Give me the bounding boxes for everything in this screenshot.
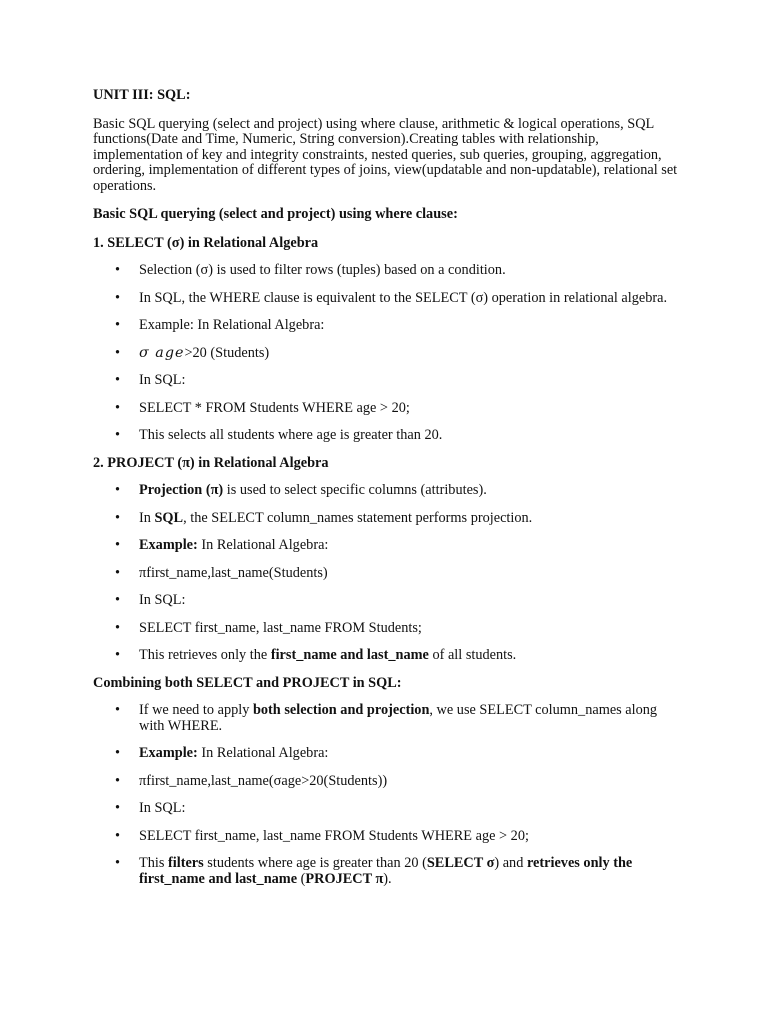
list-item xyxy=(93,483,683,499)
list-item xyxy=(93,346,683,362)
example-label: Example: In Relational Algebra: xyxy=(139,317,325,333)
bullet-marker: • xyxy=(115,289,121,306)
filters-prefix: This xyxy=(139,855,168,871)
bullet-marker: • xyxy=(115,647,121,663)
retrieves-suffix: of all students. xyxy=(428,647,517,663)
project-section-heading: 2. PROJECT (π) in Relational Algebra xyxy=(93,454,329,471)
bullet-marker: • xyxy=(115,482,121,498)
example-term: Example: xyxy=(139,745,198,761)
list-item xyxy=(93,801,683,817)
bullet-marker: • xyxy=(115,745,121,761)
unit-heading: UNIT III: SQL: xyxy=(93,87,191,103)
select-sigma-bold: SELECT σ xyxy=(426,855,495,871)
select-list xyxy=(93,263,683,444)
list-item xyxy=(93,428,683,444)
project-pi-bold: PROJECT π xyxy=(305,870,384,887)
list-item xyxy=(93,593,683,609)
bullet-marker: • xyxy=(115,262,121,278)
retrieves-prefix: This retrieves only the xyxy=(139,647,271,663)
filters-end: ). xyxy=(383,870,392,887)
example-label: In Relational Algebra: xyxy=(197,537,329,553)
bullet-marker: • xyxy=(115,509,121,526)
bullet-marker: • xyxy=(115,564,121,581)
project-list xyxy=(93,483,683,664)
list-item xyxy=(93,538,683,554)
list-item xyxy=(93,373,683,389)
bullet-marker: • xyxy=(115,372,121,388)
bullet-marker: • xyxy=(115,317,121,333)
selection-description: Selection (σ) is used to filter rows (tuples) based on a condition. xyxy=(139,262,506,278)
bullet-marker: • xyxy=(115,592,121,608)
list-item xyxy=(93,774,683,790)
in-prefix: In xyxy=(139,509,155,526)
example-label: In Relational Algebra: xyxy=(197,745,329,761)
sigma-condition: >20 (Students) xyxy=(184,344,270,361)
sigma-expression: σ age xyxy=(139,344,185,361)
select-section-heading: 1. SELECT (σ) in Relational Algebra xyxy=(93,234,319,251)
sql-query: SELECT * FROM Students WHERE age > 20; xyxy=(139,399,410,416)
filters-mid-2: ) and xyxy=(494,855,527,871)
list-item xyxy=(93,703,683,734)
apply-suffix: , we use SELECT column_names along with WHERE. xyxy=(139,702,658,734)
list-item xyxy=(93,401,683,417)
filters-bold: filters xyxy=(168,855,204,871)
projection-description: is used to select specific columns (attributes). xyxy=(223,482,487,498)
combined-section-heading: Combining both SELECT and PROJECT in SQL: xyxy=(93,674,402,691)
retrieves-columns: first_name and last_name xyxy=(270,647,429,663)
retrieves-bold: retrieves only the first_name and last_name xyxy=(139,855,633,887)
document-body xyxy=(93,88,683,887)
apply-bold: both selection and projection xyxy=(252,702,430,718)
list-item xyxy=(93,566,683,582)
combined-ra-expression: πfirst_name,last_name(σage>20(Students)) xyxy=(139,772,388,789)
filters-mid-1: students where age is greater than 20 ( xyxy=(203,855,427,871)
in-sql-label: In SQL: xyxy=(139,800,186,816)
bullet-marker: • xyxy=(115,619,121,636)
bullet-marker: • xyxy=(115,399,121,416)
filters-mid-3: ( xyxy=(297,870,306,887)
projection-statement-text: , the SELECT column_names statement performs projection. xyxy=(183,509,533,526)
list-item xyxy=(93,829,683,845)
in-sql-label: In SQL: xyxy=(139,372,186,388)
sql-query: SELECT first_name, last_name FROM Students; xyxy=(139,619,422,636)
bullet-marker: • xyxy=(115,427,121,443)
in-sql-label: In SQL: xyxy=(139,592,186,608)
bullet-marker: • xyxy=(115,827,121,844)
bullet-marker: • xyxy=(115,702,121,718)
bullet-marker: • xyxy=(115,800,121,816)
list-item xyxy=(93,856,683,887)
list-item xyxy=(93,318,683,334)
list-item xyxy=(93,291,683,307)
list-item xyxy=(93,511,683,527)
bullet-marker: • xyxy=(115,537,121,553)
apply-prefix: If we need to apply xyxy=(139,702,253,718)
where-equivalence-text: In SQL, the WHERE clause is equivalent to the SELECT (σ) operation in relational algebra. xyxy=(139,289,668,306)
list-item xyxy=(93,263,683,279)
bullet-marker: • xyxy=(115,772,121,789)
projection-term: Projection (π) xyxy=(139,482,224,498)
list-item xyxy=(93,648,683,664)
list-item xyxy=(93,746,683,762)
section-heading: Basic SQL querying (select and project) using where clause: xyxy=(93,206,458,222)
example-term: Example: xyxy=(139,537,198,553)
select-explanation: This selects all students where age is greater than 20. xyxy=(139,427,443,443)
unit-description: Basic SQL querying (select and project) using where clause, arithmetic & logical operations, SQL functions(Date and Time, Numeric, String conversion).Creating tables with relationship, implementation of key and integrity constraints, nested queries, sub queries, grouping, aggregation, ordering, implementation of different types of joins, view(updatable and non-updatable), relational set operations. xyxy=(93,115,678,194)
bullet-marker: • xyxy=(115,855,121,871)
pi-expression: πfirst_name,last_name(Students) xyxy=(139,564,328,581)
sql-query: SELECT first_name, last_name FROM Students WHERE age > 20; xyxy=(139,827,529,844)
combined-list xyxy=(93,703,683,887)
sql-term: SQL xyxy=(154,509,184,526)
list-item xyxy=(93,621,683,637)
bullet-marker: • xyxy=(115,344,121,361)
